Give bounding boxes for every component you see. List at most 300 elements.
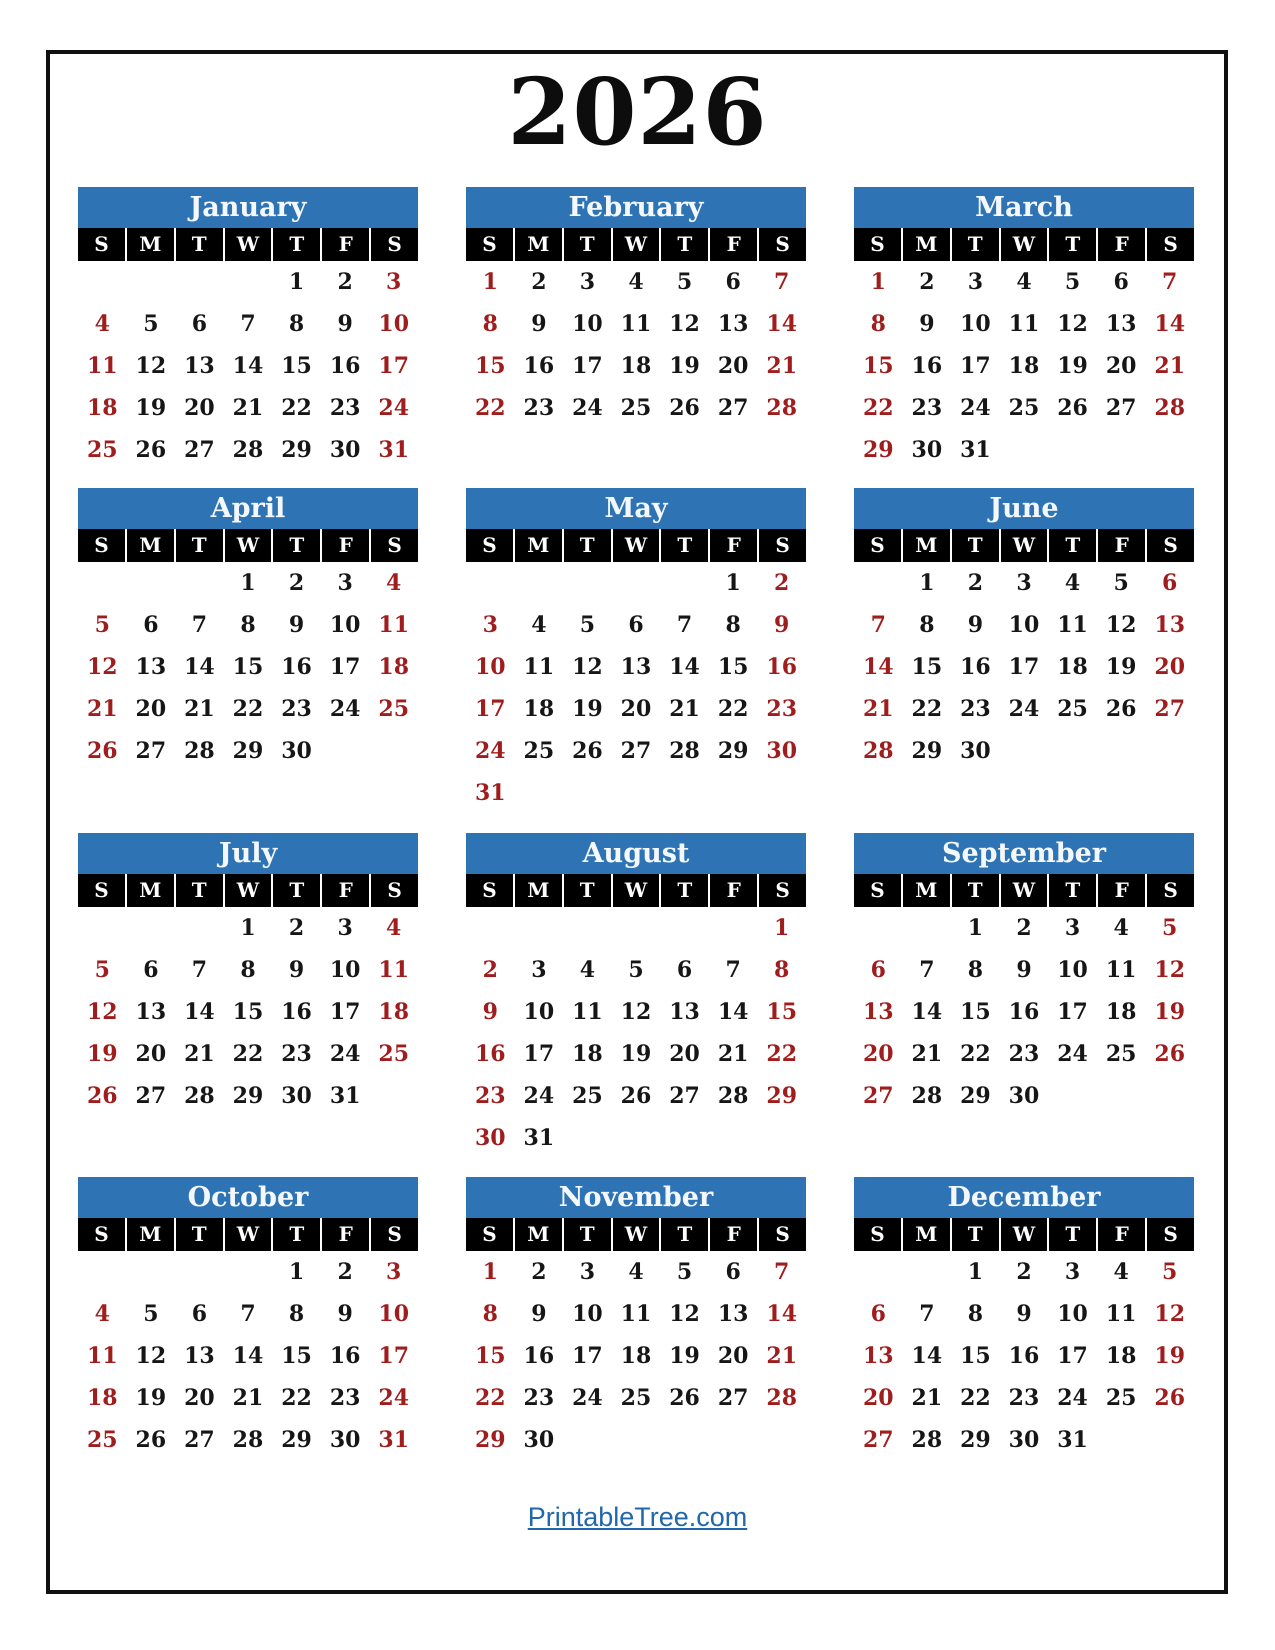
day-cell <box>660 907 709 949</box>
day-cell: 29 <box>281 1427 312 1453</box>
day-cell: 17 <box>474 696 506 722</box>
day-cell: 24 <box>572 1385 603 1411</box>
week-row <box>854 991 1194 1033</box>
day-cell <box>709 1117 758 1159</box>
day-cell: 20 <box>717 1343 749 1369</box>
day-cell: 21 <box>184 1041 215 1067</box>
week-row <box>466 949 806 991</box>
day-of-week-cell: W <box>613 874 660 907</box>
day-cell: 1 <box>919 570 935 596</box>
day-cell: 19 <box>669 1343 700 1369</box>
week-row <box>78 730 418 772</box>
day-cell: 24 <box>329 1041 361 1067</box>
day-cell: 12 <box>1154 1301 1186 1327</box>
day-cell: 25 <box>523 738 555 764</box>
day-cell: 16 <box>523 353 555 379</box>
footer-link[interactable]: PrintableTree.com <box>527 1502 748 1532</box>
day-cell: 3 <box>1016 570 1032 596</box>
day-cell: 21 <box>1154 353 1186 379</box>
day-of-week-cell: F <box>322 1218 369 1251</box>
day-cell: 1 <box>288 269 305 295</box>
day-cell: 31 <box>1057 1427 1088 1453</box>
day-of-week-cell: S <box>1147 228 1194 261</box>
day-cell: 19 <box>1105 654 1137 680</box>
day-cell: 12 <box>1154 957 1186 983</box>
day-cell: 15 <box>960 999 991 1025</box>
day-of-week-row <box>854 1218 1194 1251</box>
day-cell: 10 <box>329 957 361 983</box>
month-title: February <box>466 187 806 228</box>
day-cell: 29 <box>717 738 749 764</box>
month-title: October <box>78 1177 418 1218</box>
day-cell: 3 <box>337 570 353 596</box>
day-cell <box>515 907 564 949</box>
week-row <box>78 562 418 604</box>
week-row <box>466 688 806 730</box>
day-of-week-row <box>854 529 1194 562</box>
day-cell: 29 <box>281 437 312 463</box>
day-of-week-cell: M <box>903 1218 950 1251</box>
week-row <box>854 1033 1194 1075</box>
week-row <box>78 345 418 387</box>
day-cell: 9 <box>482 999 498 1025</box>
day-cell: 13 <box>1154 612 1186 638</box>
day-cell: 14 <box>232 353 264 379</box>
day-cell: 15 <box>862 353 894 379</box>
day-cell: 30 <box>1008 1427 1040 1453</box>
day-cell: 21 <box>232 1385 264 1411</box>
day-cell: 18 <box>523 696 555 722</box>
day-of-week-cell: S <box>854 529 901 562</box>
day-cell: 2 <box>1016 1259 1032 1285</box>
month-title: May <box>466 488 806 529</box>
day-of-week-cell: F <box>1098 1218 1145 1251</box>
day-cell: 26 <box>572 738 603 764</box>
day-cell: 24 <box>329 696 361 722</box>
day-cell: 12 <box>86 999 118 1025</box>
day-cell: 3 <box>579 269 596 295</box>
week-row <box>466 772 806 814</box>
week-row <box>854 604 1194 646</box>
day-of-week-cell: T <box>273 228 320 261</box>
day-cell: 5 <box>1162 915 1178 941</box>
day-cell <box>515 562 564 604</box>
day-of-week-cell: M <box>903 529 950 562</box>
day-cell: 23 <box>766 696 798 722</box>
day-cell <box>660 1419 709 1461</box>
day-of-week-cell: T <box>1049 1218 1096 1251</box>
day-of-week-cell: W <box>225 1218 272 1251</box>
day-cell: 18 <box>86 1385 118 1411</box>
week-row <box>854 1377 1194 1419</box>
day-cell: 20 <box>669 1041 700 1067</box>
day-of-week-cell: F <box>710 1218 757 1251</box>
day-cell: 2 <box>774 570 790 596</box>
day-cell <box>903 1251 952 1293</box>
day-cell: 26 <box>86 1083 118 1109</box>
day-cell: 14 <box>184 654 215 680</box>
day-of-week-cell: W <box>613 529 660 562</box>
day-of-week-cell: W <box>225 874 272 907</box>
day-cell <box>1145 730 1194 772</box>
day-of-week-cell: F <box>322 874 369 907</box>
day-cell: 19 <box>620 1041 652 1067</box>
day-cell: 26 <box>620 1083 652 1109</box>
day-cell: 1 <box>774 915 790 941</box>
day-cell: 12 <box>86 654 118 680</box>
day-cell: 5 <box>1162 1259 1178 1285</box>
day-of-week-cell: T <box>1049 228 1096 261</box>
day-of-week-cell: S <box>371 228 418 261</box>
day-cell: 26 <box>669 1385 700 1411</box>
day-of-week-cell: S <box>78 874 125 907</box>
day-cell: 3 <box>579 1259 596 1285</box>
day-cell: 14 <box>232 1343 264 1369</box>
day-of-week-cell: T <box>273 874 320 907</box>
day-of-week-row <box>466 529 806 562</box>
day-cell: 21 <box>911 1041 943 1067</box>
day-cell: 12 <box>620 999 652 1025</box>
day-cell: 26 <box>135 437 167 463</box>
week-row <box>78 1335 418 1377</box>
day-cell: 27 <box>184 437 215 463</box>
day-cell: 31 <box>378 1427 410 1453</box>
day-cell: 21 <box>862 696 894 722</box>
day-cell: 11 <box>86 353 118 379</box>
day-of-week-cell: T <box>952 529 999 562</box>
week-row <box>854 303 1194 345</box>
day-cell: 22 <box>474 395 506 421</box>
day-cell <box>175 1251 224 1293</box>
day-cell: 4 <box>531 612 547 638</box>
day-cell: 4 <box>628 269 644 295</box>
day-cell: 3 <box>482 612 498 638</box>
day-cell: 11 <box>1105 1301 1137 1327</box>
day-cell: 27 <box>862 1083 894 1109</box>
week-row <box>466 1293 806 1335</box>
day-cell: 19 <box>1154 1343 1186 1369</box>
day-cell: 26 <box>1057 395 1088 421</box>
week-row <box>466 604 806 646</box>
month-title: September <box>854 833 1194 874</box>
week-row <box>78 688 418 730</box>
day-cell: 25 <box>1105 1041 1137 1067</box>
day-cell: 18 <box>378 654 410 680</box>
day-cell: 17 <box>572 353 603 379</box>
day-cell: 21 <box>184 696 215 722</box>
day-cell: 8 <box>482 311 498 337</box>
day-cell: 30 <box>960 738 991 764</box>
day-cell: 30 <box>281 1083 312 1109</box>
day-of-week-cell: M <box>515 228 562 261</box>
day-cell: 2 <box>288 570 305 596</box>
day-of-week-row <box>78 529 418 562</box>
day-cell <box>563 1117 612 1159</box>
day-of-week-cell: M <box>127 529 174 562</box>
day-cell <box>757 772 806 814</box>
day-cell: 10 <box>572 1301 603 1327</box>
month-march <box>854 187 1194 471</box>
day-cell: 5 <box>628 957 644 983</box>
day-cell: 30 <box>766 738 798 764</box>
day-cell: 14 <box>184 999 215 1025</box>
day-cell <box>466 562 515 604</box>
day-cell: 5 <box>94 612 110 638</box>
day-cell: 17 <box>572 1343 603 1369</box>
day-cell <box>1145 1419 1194 1461</box>
day-cell <box>78 562 127 604</box>
day-cell: 14 <box>766 311 798 337</box>
week-row <box>466 562 806 604</box>
day-cell <box>709 907 758 949</box>
day-cell <box>175 907 224 949</box>
week-row <box>78 261 418 303</box>
day-cell: 13 <box>862 1343 894 1369</box>
day-cell <box>1048 1075 1097 1117</box>
day-cell: 13 <box>135 654 167 680</box>
day-cell: 11 <box>1008 311 1040 337</box>
day-cell: 24 <box>1057 1385 1088 1411</box>
day-of-week-cell: F <box>1098 228 1145 261</box>
day-cell: 6 <box>1113 269 1129 295</box>
week-row <box>854 261 1194 303</box>
month-may <box>466 488 806 814</box>
day-of-week-cell: F <box>710 228 757 261</box>
day-cell: 17 <box>329 654 361 680</box>
week-row <box>78 1251 418 1293</box>
day-of-week-row <box>854 874 1194 907</box>
day-cell: 2 <box>531 269 547 295</box>
day-cell: 31 <box>523 1125 555 1151</box>
day-cell <box>1097 429 1146 471</box>
day-of-week-cell: W <box>1001 529 1048 562</box>
day-cell: 9 <box>919 311 935 337</box>
day-cell: 28 <box>184 1083 215 1109</box>
day-cell: 17 <box>523 1041 555 1067</box>
day-cell: 20 <box>135 1041 167 1067</box>
day-cell: 18 <box>1057 654 1088 680</box>
day-cell: 27 <box>717 1385 749 1411</box>
day-cell: 14 <box>911 999 943 1025</box>
day-of-week-cell: T <box>952 228 999 261</box>
day-cell: 5 <box>1113 570 1129 596</box>
day-cell: 25 <box>1057 696 1088 722</box>
day-cell: 4 <box>628 1259 644 1285</box>
day-cell <box>321 730 370 772</box>
day-cell: 12 <box>572 654 603 680</box>
day-cell: 8 <box>482 1301 498 1327</box>
day-cell: 14 <box>862 654 894 680</box>
day-of-week-cell: S <box>466 228 513 261</box>
day-cell: 28 <box>232 437 264 463</box>
day-cell <box>78 261 127 303</box>
week-row <box>466 730 806 772</box>
day-cell <box>466 907 515 949</box>
month-title: August <box>466 833 806 874</box>
day-cell <box>1097 1075 1146 1117</box>
day-cell: 8 <box>967 1301 984 1327</box>
day-cell: 4 <box>1064 570 1081 596</box>
day-cell: 26 <box>135 1427 167 1453</box>
day-cell: 2 <box>919 269 935 295</box>
week-row <box>854 345 1194 387</box>
day-cell: 19 <box>669 353 700 379</box>
day-cell: 7 <box>676 612 693 638</box>
day-cell: 10 <box>960 311 991 337</box>
day-cell: 10 <box>523 999 555 1025</box>
day-cell: 23 <box>523 1385 555 1411</box>
day-cell: 19 <box>1154 999 1186 1025</box>
day-of-week-cell: T <box>176 1218 223 1251</box>
day-cell: 7 <box>774 1259 790 1285</box>
week-row <box>854 1419 1194 1461</box>
day-cell: 5 <box>143 311 159 337</box>
day-cell: 30 <box>281 738 312 764</box>
day-cell <box>612 772 661 814</box>
day-cell <box>854 562 903 604</box>
day-cell: 8 <box>240 612 256 638</box>
day-cell: 9 <box>1016 957 1032 983</box>
day-cell: 27 <box>184 1427 215 1453</box>
day-of-week-cell: S <box>1147 874 1194 907</box>
day-cell: 17 <box>329 999 361 1025</box>
day-cell: 29 <box>960 1427 991 1453</box>
day-cell: 3 <box>337 915 353 941</box>
day-cell: 22 <box>281 1385 312 1411</box>
day-cell: 24 <box>378 1385 410 1411</box>
day-cell: 16 <box>281 654 312 680</box>
month-december <box>854 1177 1194 1461</box>
day-cell: 23 <box>281 696 312 722</box>
day-cell: 27 <box>669 1083 700 1109</box>
day-of-week-cell: W <box>1001 228 1048 261</box>
day-cell: 9 <box>1016 1301 1032 1327</box>
day-cell: 8 <box>919 612 935 638</box>
day-cell: 19 <box>135 395 167 421</box>
day-cell: 22 <box>911 696 943 722</box>
week-row <box>466 261 806 303</box>
day-of-week-cell: T <box>564 529 611 562</box>
day-cell: 14 <box>911 1343 943 1369</box>
day-cell: 6 <box>870 957 886 983</box>
day-cell: 29 <box>862 437 894 463</box>
day-cell: 14 <box>669 654 700 680</box>
week-row <box>854 1075 1194 1117</box>
day-of-week-cell: F <box>322 529 369 562</box>
week-row <box>854 730 1194 772</box>
month-title: December <box>854 1177 1194 1218</box>
week-row <box>78 1377 418 1419</box>
day-cell: 13 <box>135 999 167 1025</box>
day-cell: 25 <box>1008 395 1040 421</box>
day-cell: 10 <box>1008 612 1040 638</box>
day-cell: 15 <box>717 654 749 680</box>
day-cell: 15 <box>232 999 264 1025</box>
day-cell: 26 <box>1105 696 1137 722</box>
day-cell: 9 <box>967 612 984 638</box>
day-cell: 23 <box>1008 1385 1040 1411</box>
day-of-week-cell: M <box>515 529 562 562</box>
day-of-week-cell: T <box>661 874 708 907</box>
day-cell <box>127 562 176 604</box>
day-cell: 26 <box>86 738 118 764</box>
week-row <box>854 429 1194 471</box>
day-cell: 4 <box>1113 1259 1129 1285</box>
day-cell: 17 <box>1057 999 1088 1025</box>
day-cell <box>175 562 224 604</box>
day-cell: 10 <box>378 311 410 337</box>
week-row <box>466 387 806 429</box>
week-row <box>466 646 806 688</box>
day-cell: 4 <box>94 311 110 337</box>
week-row <box>466 1251 806 1293</box>
day-cell: 6 <box>143 957 159 983</box>
day-of-week-cell: S <box>371 1218 418 1251</box>
month-january <box>78 187 418 471</box>
day-cell: 11 <box>86 1343 118 1369</box>
day-cell: 11 <box>620 311 652 337</box>
day-cell: 2 <box>967 570 984 596</box>
day-cell: 1 <box>967 915 984 941</box>
day-cell: 29 <box>766 1083 798 1109</box>
day-cell: 12 <box>669 311 700 337</box>
day-cell: 17 <box>1008 654 1040 680</box>
month-title: June <box>854 488 1194 529</box>
day-cell: 21 <box>911 1385 943 1411</box>
day-of-week-cell: T <box>952 1218 999 1251</box>
day-cell: 28 <box>717 1083 749 1109</box>
day-cell: 11 <box>1057 612 1088 638</box>
day-of-week-cell: M <box>903 228 950 261</box>
day-cell: 21 <box>717 1041 749 1067</box>
day-cell: 4 <box>386 915 402 941</box>
day-cell: 6 <box>191 1301 208 1327</box>
day-cell: 20 <box>135 696 167 722</box>
day-cell: 16 <box>474 1041 506 1067</box>
day-cell <box>127 261 176 303</box>
day-cell: 30 <box>329 1427 361 1453</box>
week-row <box>854 949 1194 991</box>
day-cell: 16 <box>523 1343 555 1369</box>
day-cell <box>1000 730 1049 772</box>
day-cell: 19 <box>86 1041 118 1067</box>
day-of-week-row <box>78 1218 418 1251</box>
day-cell: 25 <box>86 437 118 463</box>
day-cell: 20 <box>1154 654 1186 680</box>
day-of-week-cell: S <box>854 1218 901 1251</box>
day-cell: 13 <box>669 999 700 1025</box>
day-cell: 23 <box>281 1041 312 1067</box>
day-cell: 3 <box>386 1259 402 1285</box>
day-cell: 20 <box>620 696 652 722</box>
day-cell: 20 <box>717 353 749 379</box>
day-cell: 13 <box>620 654 652 680</box>
day-cell: 24 <box>523 1083 555 1109</box>
day-cell: 25 <box>86 1427 118 1453</box>
day-cell: 30 <box>329 437 361 463</box>
day-cell <box>224 1251 273 1293</box>
day-cell: 3 <box>1064 915 1081 941</box>
day-of-week-cell: M <box>515 874 562 907</box>
day-of-week-cell: S <box>466 529 513 562</box>
day-cell: 19 <box>1057 353 1088 379</box>
day-cell: 7 <box>919 1301 935 1327</box>
day-of-week-cell: S <box>78 529 125 562</box>
day-cell: 26 <box>1154 1385 1186 1411</box>
day-cell: 7 <box>240 311 256 337</box>
week-row <box>466 1377 806 1419</box>
day-cell: 10 <box>474 654 506 680</box>
